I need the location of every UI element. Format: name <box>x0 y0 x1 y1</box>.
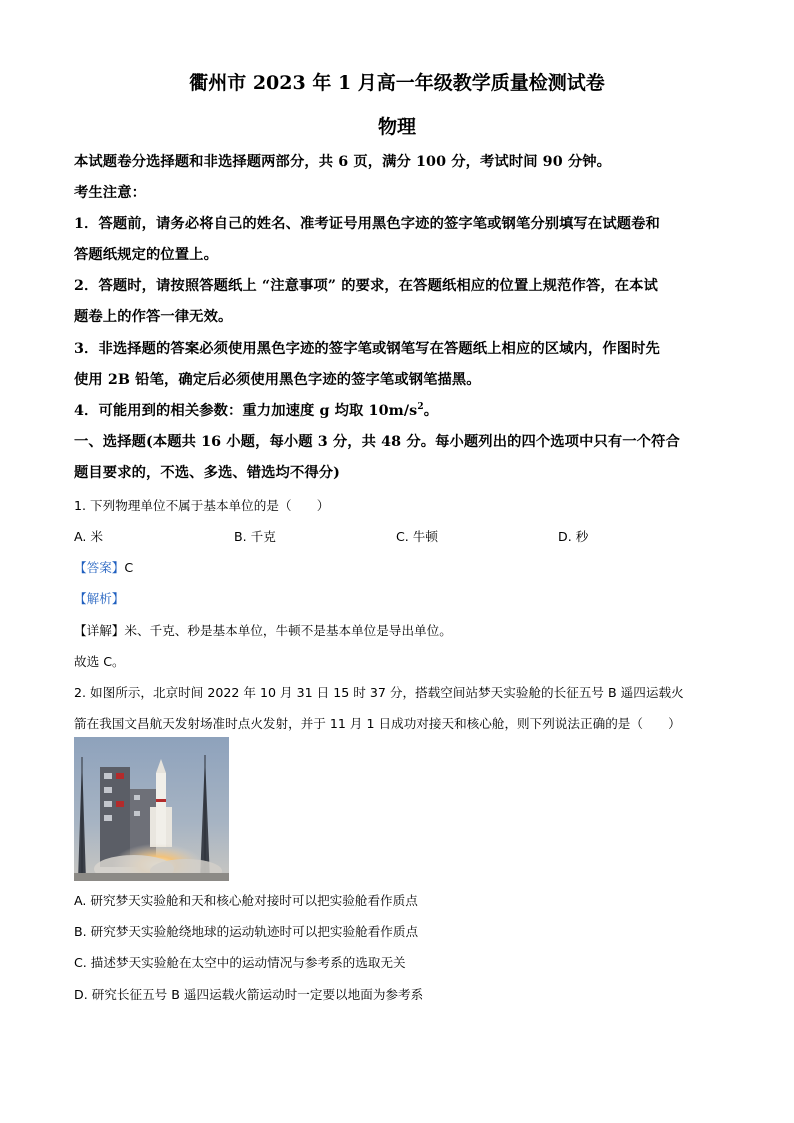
section-heading: 一、选择题(本题共 16 小题，每小题 3 分，共 48 分。每小题列出的四个选项中只有一个符合 <box>74 434 680 450</box>
notice-item-4-end: 。 <box>423 403 439 419</box>
q1-option-c: C. 牛顿 <box>396 529 438 544</box>
q1-analysis <box>74 588 124 607</box>
notice-item-3-cont: 使用 2B 铅笔，确定后必须使用黑色字迹的签字笔或钢笔描黑。 <box>74 372 481 388</box>
section-heading-cont: 题目要求的，不选、多选、错选均不得分) <box>74 465 341 481</box>
rocket-launch-photo <box>74 737 229 881</box>
analysis-tag: 【解析】 <box>74 591 125 606</box>
q2-stem: 2. 如图所示，北京时间 2022 年 10 月 31 日 15 时 37 分，搭载空间站梦天实验舱的长征五号 B 遥四运载火 <box>74 685 684 700</box>
q2-option-a: A. 研究梦天实验舱和天和核心舱对接时可以把实验舱看作质点 <box>74 893 418 908</box>
q1-option-b: B. 千克 <box>234 529 276 544</box>
subject-title: 物理 <box>377 116 416 138</box>
q2-option-c: C. 描述梦天实验舱在太空中的运动情况与参考系的选取无关 <box>74 955 406 970</box>
q2-stem-cont: 箭在我国文昌航天发射场准时点火发射，并于 11 月 1 日成功对接天和核心舱，则下列说法正确的是（ ） <box>74 716 681 731</box>
exam-title: 衢州市 2023 年 1 月高一年级教学质量检测试卷 <box>189 72 605 94</box>
notice-item-2: 2．答题时，请按照答题纸上 “注意事项” 的要求，在答题纸相应的位置上规范作答，在本试 <box>74 278 658 294</box>
q1-detail <box>74 620 452 639</box>
notice-heading: 考生注意： <box>74 185 146 201</box>
q1-option-a: A. 米 <box>74 529 103 544</box>
q2-option-b: B. 研究梦天实验舱绕地球的运动轨迹时可以把实验舱看作质点 <box>74 924 419 939</box>
notice-item-1-cont: 答题纸规定的位置上。 <box>74 247 218 263</box>
notice-item-2-cont: 题卷上的作答一律无效。 <box>74 309 233 325</box>
answer-tag: 【答案】 <box>74 560 125 575</box>
notice-item-4-text: 4．可能用到的相关参数：重力加速度 g 均取 10m/s <box>74 403 418 419</box>
q1-answer <box>74 557 133 576</box>
detail-text: 米、千克、秒是基本单位，牛顿不是基本单位是导出单位。 <box>124 623 452 638</box>
exam-intro: 本试题卷分选择题和非选择题两部分，共 6 页，满分 100 分，考试时间 90 分钟。 <box>74 154 612 170</box>
q1-option-d: D. 秒 <box>558 529 589 544</box>
q2-option-d: D. 研究长征五号 B 遥四运载火箭运动时一定要以地面为参考系 <box>74 987 424 1002</box>
q1-conclusion: 故选 C。 <box>74 654 125 669</box>
notice-item-4-exponent: 2 <box>417 402 424 413</box>
notice-item-4 <box>74 400 438 420</box>
answer-value: C <box>124 560 134 575</box>
q1-stem: 1. 下列物理单位不属于基本单位的是（ ） <box>74 498 330 513</box>
notice-item-3: 3．非选择题的答案必须使用黑色字迹的签字笔或钢笔写在答题纸上相应的区域内，作图时先 <box>74 341 660 357</box>
notice-item-1: 1．答题前，请务必将自己的姓名、准考证号用黑色字迹的签字笔或钢笔分别填写在试题卷和 <box>74 216 660 232</box>
detail-tag: 【详解】 <box>74 623 125 638</box>
